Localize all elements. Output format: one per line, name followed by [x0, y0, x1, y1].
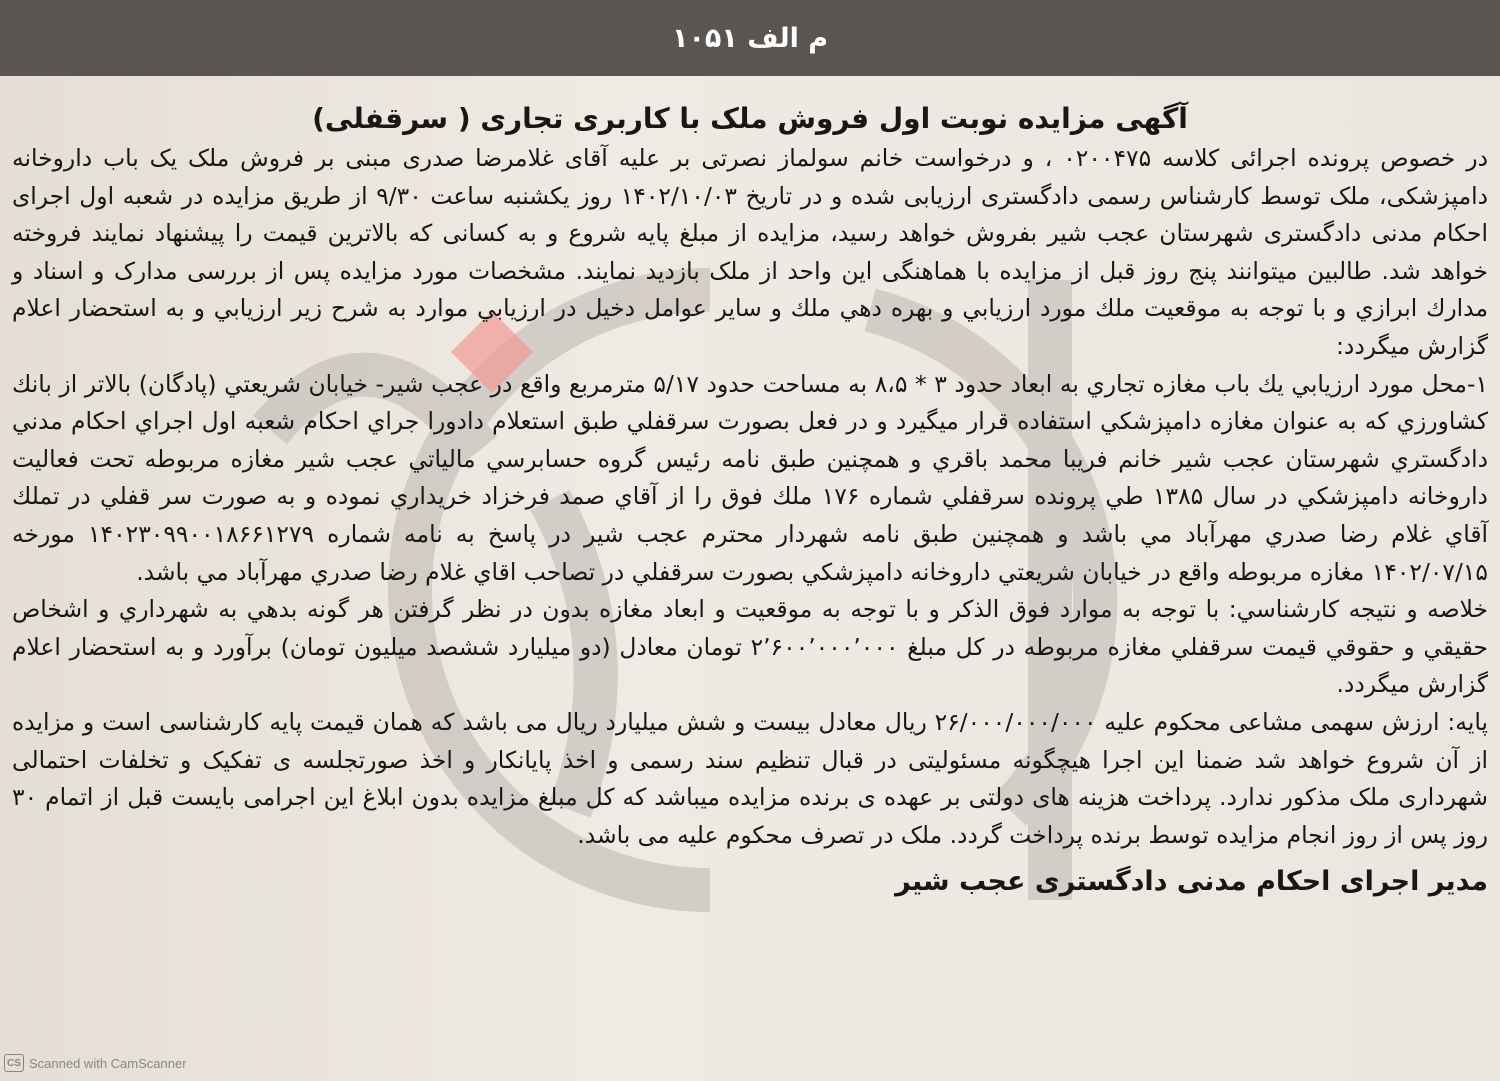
scanned-label: Scanned with CamScanner [29, 1055, 187, 1071]
scanner-footer [4, 1052, 187, 1074]
auction-notice [12, 100, 1488, 902]
notice-signature: مدیر اجرای احکام مدنی دادگستری عجب شیر [895, 866, 1488, 898]
notice-paragraph-base-price: پایه: ارزش سهمی مشاعی محکوم علیه ۲۶/۰۰۰/۰۰۰/۰۰۰ ریال معادل بیست و شش میلیارد ریال می باشد که همان قیمت پایه کارشناسی است و مزایده از آن شروع خواهد شد ضمنا این اجرا هیچگونه مسئولیتی در قبال تنظیم سند رسمی و اخذ پایانکار و اخذ صورتجلسه ی تفکیک و تخلفات احتمالی شهرداری ملک مذکور ندارد. پرداخت هزینه های دولتی بر عهده ی برنده مزایده میباشد که کل مبلغ مزایده بدون ابلاغ این اجرامی بایست قبل از اتمام ۳۰ روز پس از روز انجام مزایده توسط برنده پرداخت گردد. ملک در تصرف محکوم علیه می باشد. [12, 707, 1488, 849]
notice-paragraph-property: ۱-محل مورد ارزيابي يك باب مغازه تجاري به ابعاد حدود ۳ * ۸،۵ به مساحت حدود ۵/۱۷ مترمربع واقع در عجب شير- خيابان شريعتي (پادگان) بالاتر از بانك كشاورزي كه به عنوان مغازه دامپزشكي استفاده قرار ميگيرد و در فعل بصورت سرقفلي طبق استعلام دادورا جراي احكام شعبه اول اجراي احكام مدني دادگستري شهرستان عجب شير خانم فريبا محمد باقري و همچنين طبق نامه رئيس گروه حسابرسي مالياتي عجب شير مغازه مربوطه تحت فعاليت داروخانه دامپزشكي در سال ۱۳۸۵ طي پرونده سرقفلي شماره ۱۷۶ ملك فوق را از آقاي صمد فرخزاد خريداري نموده و به صورت سر قفلي در تملك آقاي غلام رضا صدري مهرآباد مي باشد و همچنين طبق نامه شهردار محترم عجب شير در پاسخ به نامه شماره ۱۴۰۲۳۰۹۹۰۰۱۸۶۶۱۲۷۹ مورخه ۱۴۰۲/۰۷/۱۵ مغازه مربوطه واقع در خيابان شريعتي داروخانه دامپزشكي بصورت سرقفلي در تصاحب اقاي غلام رضا صدري مهرآباد مي باشد. [12, 369, 1489, 586]
camscanner-logo-icon: CS [4, 1054, 24, 1072]
notice-paragraph-summary: خلاصه و نتيجه كارشناسي: با توجه به موارد فوق الذكر و با توجه به موقعيت و ابعاد مغازه بدون در نظر گرفتن هر گونه بدهي به شهرداري و اشخاص حقيقي و حقوقي قيمت سرقفلي مغازه مربوطه در كل مبلغ ۲٬۶۰۰٬۰۰۰٬۰۰۰ تومان معادل (دو ميليارد ششصد ميليون تومان) برآورد و به استحضار اعلام گزارش ميگردد. [12, 595, 1489, 699]
notice-code: م الف ۱۰۵۱ [671, 22, 829, 54]
notice-paragraph-intro: در خصوص پرونده اجرائی کلاسه ۰۲۰۰۴۷۵ ، و درخواست خانم سولماز نصرتی بر علیه آقای غلامرضا صدری مبنی بر فروش ملک یک باب داروخانه دامپزشکی، ملک توسط کارشناس رسمی دادگستری ارزیابی شده و در تاریخ ۱۴۰۲/۱۰/۰۳ روز یکشنبه ساعت ۹/۳۰ از طریق مزایده در شعبه اول اجرای احکام مدنی دادگستری شهرستان عجب شیر بفروش خواهد رسید، مزایده از مبلغ پایه شروع و به کسانی که بالاترین قیمت را پیشنهاد نمایند فروخته خواهد شد. طالبین میتوانند پنج روز قبل از مزایده با هماهنگی این واحد از ملک بازدید نمایند. مشخصات مورد مزایده پس از بررسی مدارک و اسناد و مدارك ابرازي و با توجه به موقعيت ملك مورد ارزيابي و بهره دهي ملك و ساير عوامل دخيل در ارزيابي موارد به شرح زير ارزيابي و به استحضار اعلام گزارش ميگردد: [12, 144, 1489, 360]
newspaper-header-bar [0, 0, 1500, 76]
notice-title: آگهی مزایده نوبت اول فروش ملک با کاربری تجاری ( سرقفلی) [312, 102, 1188, 135]
